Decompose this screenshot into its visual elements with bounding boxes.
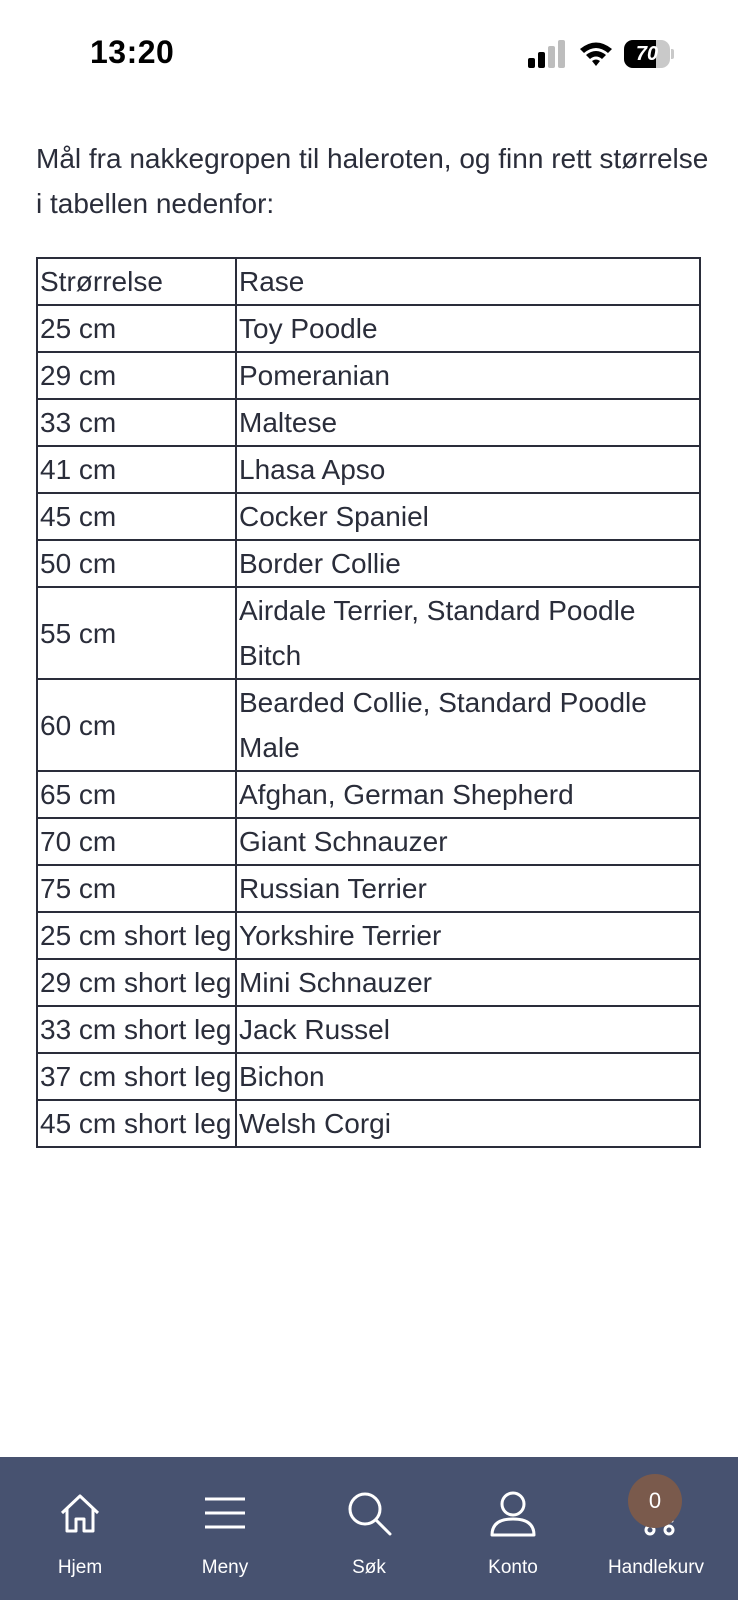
table-row xyxy=(37,305,700,352)
breed-cell: Cocker Spaniel xyxy=(236,493,700,540)
nav-search[interactable] xyxy=(299,1457,439,1600)
user-icon xyxy=(489,1489,537,1537)
size-cell: 45 cm short leg xyxy=(37,1100,236,1147)
size-cell: 33 cm xyxy=(37,399,236,446)
nav-account-label: Konto xyxy=(488,1557,538,1578)
table-row xyxy=(37,446,700,493)
size-cell: 70 cm xyxy=(37,818,236,865)
table-header-row xyxy=(37,258,700,305)
breed-cell: Mini Schnauzer xyxy=(236,959,700,1006)
menu-icon xyxy=(201,1489,249,1537)
breed-cell: Welsh Corgi xyxy=(236,1100,700,1147)
table-row xyxy=(37,959,700,1006)
table-row xyxy=(37,352,700,399)
nav-cart-label: Handlekurv xyxy=(607,1557,705,1578)
status-bar xyxy=(0,0,738,110)
size-cell: 50 cm xyxy=(37,540,236,587)
nav-menu[interactable] xyxy=(155,1457,295,1600)
breed-cell: Border Collie xyxy=(236,540,700,587)
size-cell: 65 cm xyxy=(37,771,236,818)
breed-cell: Pomeranian xyxy=(236,352,700,399)
nav-menu-label: Meny xyxy=(201,1557,249,1578)
status-time: 13:20 xyxy=(90,34,175,70)
wifi-icon xyxy=(578,40,614,68)
table-row xyxy=(37,679,700,771)
table-row xyxy=(37,493,700,540)
size-cell: 75 cm xyxy=(37,865,236,912)
breed-cell: Jack Russel xyxy=(236,1006,700,1053)
table-row xyxy=(37,1100,700,1147)
nav-search-label: Søk xyxy=(352,1557,386,1578)
size-table xyxy=(36,257,701,1148)
nav-home[interactable] xyxy=(10,1457,150,1600)
breed-cell: Yorkshire Terrier xyxy=(236,912,700,959)
size-cell: 45 cm xyxy=(37,493,236,540)
size-cell: 29 cm short leg xyxy=(37,959,236,1006)
table-row xyxy=(37,540,700,587)
table-row xyxy=(37,1006,700,1053)
breed-cell: Russian Terrier xyxy=(236,865,700,912)
battery-level: 70 xyxy=(635,43,659,65)
breed-cell: Afghan, German Shepherd xyxy=(236,771,700,818)
size-cell: 37 cm short leg xyxy=(37,1053,236,1100)
size-cell: 25 cm short leg xyxy=(37,912,236,959)
header-breed: Rase xyxy=(236,258,700,305)
nav-home-label: Hjem xyxy=(57,1557,103,1578)
header-size: Strørrelse xyxy=(37,258,236,305)
table-row xyxy=(37,587,700,679)
breed-cell: Airdale Terrier, Standard Poodle Bitch xyxy=(236,587,700,679)
size-cell: 29 cm xyxy=(37,352,236,399)
size-cell: 33 cm short leg xyxy=(37,1006,236,1053)
table-row xyxy=(37,1053,700,1100)
breed-cell: Lhasa Apso xyxy=(236,446,700,493)
table-row xyxy=(37,865,700,912)
size-cell: 55 cm xyxy=(37,587,236,679)
table-row xyxy=(37,771,700,818)
battery-icon xyxy=(624,40,674,68)
breed-cell: Giant Schnauzer xyxy=(236,818,700,865)
nav-account[interactable] xyxy=(443,1457,583,1600)
bottom-nav xyxy=(0,1457,738,1600)
signal-icon xyxy=(528,40,568,68)
breed-cell: Bearded Collie, Standard Poodle Male xyxy=(236,679,700,771)
size-cell: 25 cm xyxy=(37,305,236,352)
size-cell: 41 cm xyxy=(37,446,236,493)
cart-count-badge[interactable]: 0 xyxy=(628,1474,682,1528)
breed-cell: Bichon xyxy=(236,1053,700,1100)
home-icon xyxy=(56,1489,104,1537)
breed-cell: Toy Poodle xyxy=(236,305,700,352)
table-row xyxy=(37,818,700,865)
table-row xyxy=(37,912,700,959)
intro-text: Mål fra nakkegropen til haleroten, og finn rett størrelse i tabellen nedenfor: xyxy=(36,143,709,219)
search-icon xyxy=(345,1489,393,1537)
breed-cell: Maltese xyxy=(236,399,700,446)
table-row xyxy=(37,399,700,446)
size-cell: 60 cm xyxy=(37,679,236,771)
